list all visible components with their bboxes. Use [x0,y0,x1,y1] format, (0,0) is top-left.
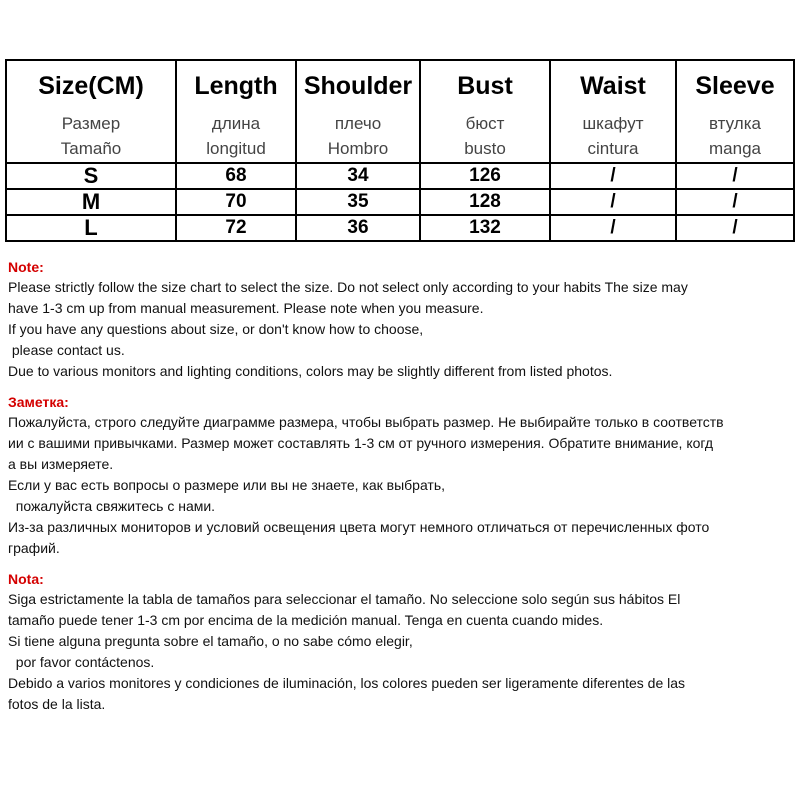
cell-size: L [6,215,176,241]
note-line: графий. [8,540,60,556]
header-bust-en: Bust [457,72,513,100]
note-line: Пожалуйста, строго следуйте диаграмме размера, чтобы выбрать размер. Не выбирайте только в соответств [8,414,724,430]
note-line: por favor contáctenos. [8,654,155,670]
cell-sleeve: / [676,189,794,215]
header-size-ru: Размер [61,114,121,133]
header-shoulder-es: Hombro [327,139,389,158]
note-line: Due to various monitors and lighting conditions, colors may be slightly different from listed photos. [8,363,613,379]
note-russian-title: Заметка: [8,394,69,410]
note-line: Siga estrictamente la tabla de tamaños para seleccionar el tamaño. No seleccione solo según sus hábitos El [8,591,681,607]
cell-shoulder: 35 [296,189,420,215]
header-bust [420,60,550,163]
note-line: Debido a varios monitores y condiciones de iluminación, los colores pueden ser ligeramente diferentes de las [8,675,686,691]
header-bust-es: busto [464,139,506,158]
note-line: Если у вас есть вопросы о размере или вы не знаете, как выбрать, [8,477,446,493]
note-line: fotos de la lista. [8,696,106,712]
note-line: Из-за различных мониторов и условий освещения цвета могут немного отличаться от перечисленных фото [8,519,710,535]
header-sleeve-es: manga [709,139,761,158]
header-sleeve-en: Sleeve [695,72,775,100]
note-russian [8,392,794,559]
header-shoulder-ru: плечо [334,114,382,133]
note-line: а вы измеряете. [8,456,114,472]
notes-section [8,257,794,725]
header-waist-es: cintura [587,139,639,158]
header-waist-ru: шкафут [582,114,644,133]
note-english-title: Note: [8,259,44,275]
note-line: пожалуйста свяжитесь с нами. [8,498,216,514]
cell-bust: 128 [420,189,550,215]
header-length-ru: длина [211,114,261,133]
cell-shoulder: 36 [296,215,420,241]
cell-shoulder: 34 [296,163,420,189]
cell-sleeve: / [676,215,794,241]
table-header-row [6,60,794,163]
note-line: Si tiene alguna pregunta sobre el tamaño, o no sabe cómo elegir, [8,633,413,649]
note-spanish [8,569,794,715]
size-chart-table [5,59,795,242]
cell-sleeve: / [676,163,794,189]
note-english [8,257,794,382]
table-row-l [6,215,794,241]
note-line: please contact us. [8,342,125,358]
header-length [176,60,296,163]
note-line: Please strictly follow the size chart to select the size. Do not select only according to your habits The size may [8,279,688,295]
cell-length: 68 [176,163,296,189]
header-sleeve [676,60,794,163]
cell-length: 70 [176,189,296,215]
note-line: tamaño puede tener 1-3 cm por encima de la medición manual. Tenga en cuenta cuando mides. [8,612,604,628]
cell-size: S [6,163,176,189]
header-size-es: Tamaño [60,139,122,158]
note-line: have 1-3 cm up from manual measurement. Please note when you measure. [8,300,484,316]
cell-bust: 126 [420,163,550,189]
table-row-m [6,189,794,215]
cell-waist: / [550,189,676,215]
cell-size: M [6,189,176,215]
cell-bust: 132 [420,215,550,241]
table-row-s [6,163,794,189]
header-bust-ru: бюст [465,114,505,133]
note-spanish-title: Nota: [8,571,44,587]
header-size-en: Size(CM) [38,72,144,100]
header-shoulder-en: Shoulder [303,72,413,100]
header-length-en: Length [194,72,278,100]
header-waist-en: Waist [580,72,646,100]
cell-waist: / [550,215,676,241]
header-sleeve-ru: втулка [709,114,761,133]
cell-length: 72 [176,215,296,241]
header-shoulder [296,60,420,163]
header-waist [550,60,676,163]
cell-waist: / [550,163,676,189]
note-line: If you have any questions about size, or don't know how to choose, [8,321,424,337]
note-line: ии с вашими привычками. Размер может составлять 1-3 см от ручного измерения. Обратите внимание, когд [8,435,714,451]
header-size [6,60,176,163]
header-length-es: longitud [206,139,266,158]
